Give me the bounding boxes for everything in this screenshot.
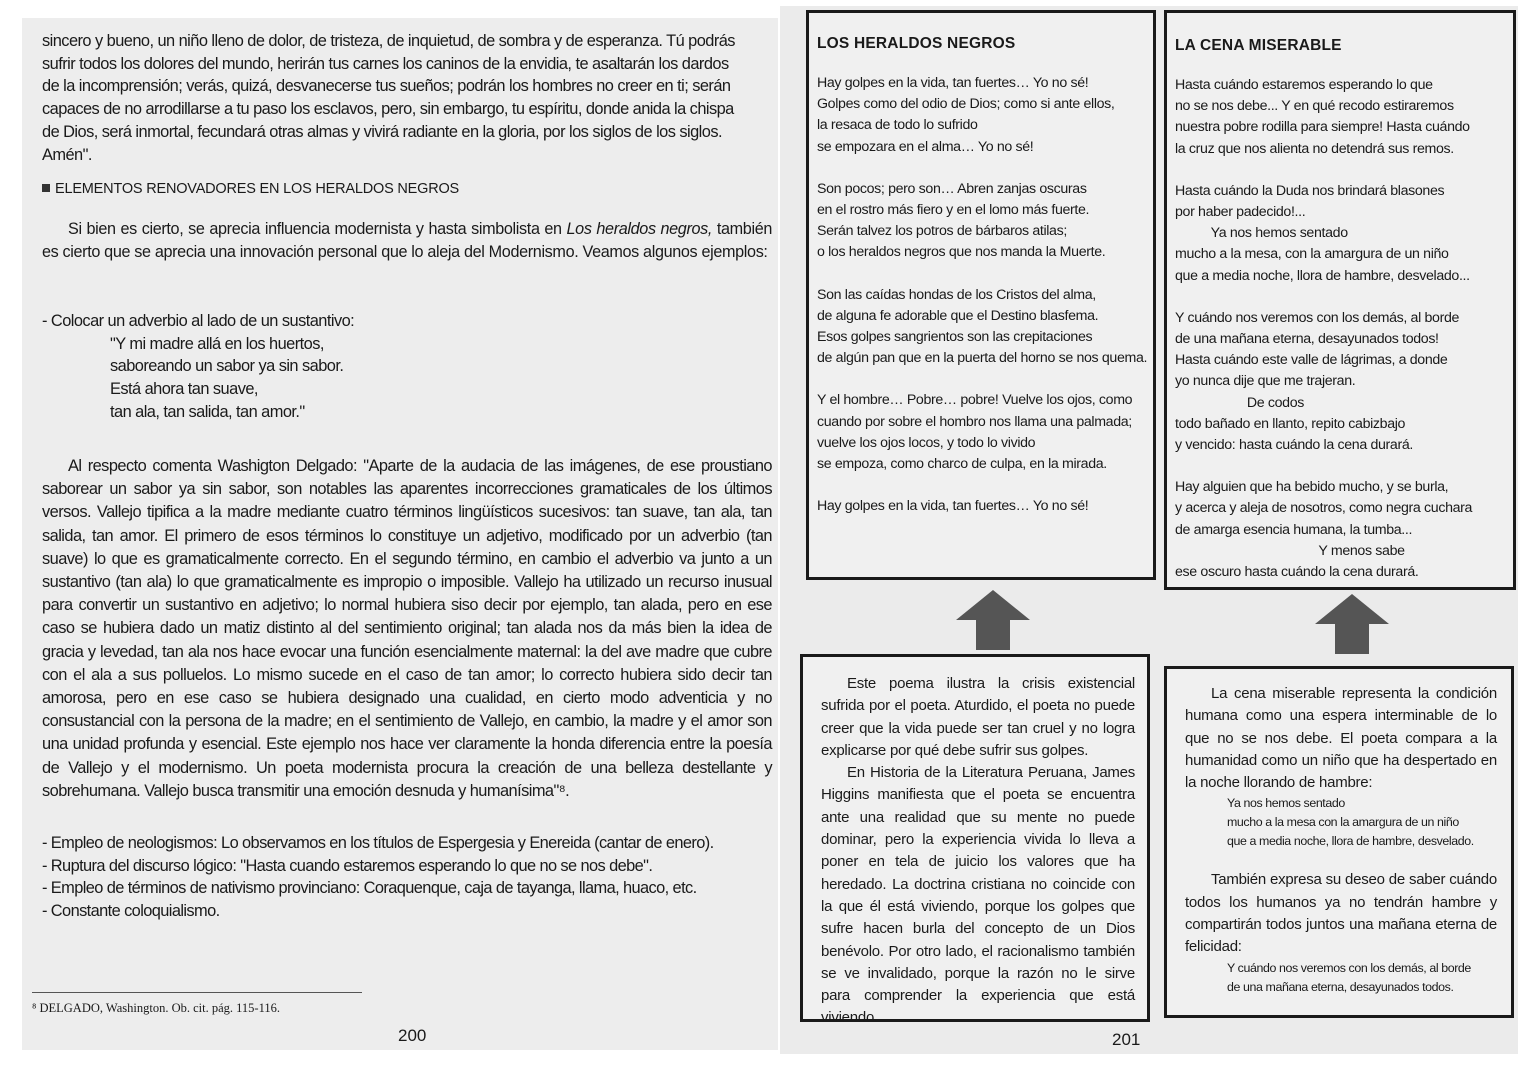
example-label: - Colocar un adverbio al lado de un sustantivo: (42, 312, 355, 330)
paragraph-text: Si bien es cierto, se aprecia influencia modernista y hasta simbolista en (68, 220, 567, 238)
text-line: de la incomprensión; verás, quizá, desvanecerse tus sueños; podrán los hombres no creer en ti; serán (42, 77, 731, 96)
stanza (817, 390, 1153, 475)
text-line: Amén". (42, 145, 92, 164)
paragraph-1 (42, 218, 772, 263)
poem-line: Golpes como del odio de Dios; como si ante ellos, (817, 96, 1115, 113)
stanza (817, 285, 1153, 370)
poem-line: yo nunca dije que me trajeran. (1175, 373, 1356, 390)
footnote: ⁸ DELGADO, Washington. Ob. cit. pág. 115-116. (32, 1001, 280, 1015)
paragraph-text: también es cierto que se aprecia una innovación personal que lo aleja del Modernismo. Veamos algunos ejemplos: (42, 220, 772, 261)
poem-body (817, 73, 1153, 517)
poem-body (1175, 75, 1513, 583)
poem-line: nuestra pobre rodilla para siempre! Hasta cuándo (1175, 119, 1470, 136)
commentary-box-2 (1164, 666, 1514, 1018)
poem-box-los-heraldos-negros (806, 10, 1156, 580)
poem-line: no se nos debe... Y en qué recodo estiraremos (1175, 98, 1454, 115)
poem-line: Y cuándo nos veremos con los demás, al borde (1175, 309, 1460, 326)
poem-line: Hasta cuándo la Duda nos brindará blasones (1175, 182, 1445, 199)
quote-line: de una mañana eterna, desayunados todos. (1227, 979, 1454, 994)
quote-line: Y cuándo nos veremos con los demás, al borde (1227, 960, 1471, 975)
page-200 (22, 18, 778, 1050)
poem-line: Hasta cuándo estaremos esperando lo que (1175, 77, 1433, 93)
poem-line: Serán talvez los potros de bárbaros atilas; (817, 223, 1067, 240)
arrow-up-icon (1315, 594, 1389, 654)
commentary-paragraph: En Historia de la Literatura Peruana, James Higgins manifiesta que el poeta se encuentra ante una realidad que su mente no puede dominar, pero la experiencia vivida lo lleva a poner en tela de juicio los valores que ha heredado. La doctrina cristiana no coincide con la que él está viviendo, porque los golpes que sufre hacen burla del concepto de un Dios benévolo. Por otro lado, el racionalismo también se ve invalidado, porque la razón no le sirve para comprender la experiencia que está viviendo. (821, 764, 1135, 1027)
commentary-text (821, 673, 1135, 1030)
arrow-up-icon (956, 590, 1030, 650)
poem-line: se empoza, como charco de culpa, en la mirada. (817, 456, 1107, 473)
bullet-item: - Constante coloquialismo. (42, 901, 220, 920)
quote-paragraph: Al respecto comenta Washigton Delgado: "Aparte de la audacia de las imágenes, de ese proustiano saborear un sabor ya sin sabor, son notables las aparentes incorrecciones gramaticales de los últimos versos. Vallejo tipifica a la madre mediante cuatro términos lingüísticos sucesivos: tan suave, tan ala, tan salida, tan amor. El primero de esos términos lo constituye un adjetivo, modificado por un adverbio (tan suave) lo que es gramaticalmente correcto. En el segundo término, en cambio el adverbio va junto a un sustantivo (tan ala) lo que gramaticalmente es impropio o imposible. Vallejo ha utilizado un recurso inusual para convertir un sustantivo en adjetivo; lo normal hubiera siso decir por ejemplo, tan alada, pero en ese caso se hubiera dado un matiz distinto al del sentimiento original; tan alada nos da más bien la idea de gracia y levedad, tan ala nos hace evocar una función esencialmente maternal: la del ave madre que cubre con el ala a sus polluelos. Lo mismo sucede en el caso de tan amor; lo correcto hubiera sido decir tan amorosa, pero en ese caso se hubiera designado una cualidad, en cierto modo adventicia y no consustancial con la persona de la madre; en el sentimiento de Vallejo, en cambio, la madre y el amor son una unidad profunda y esencial. Este ejemplo nos hace ver claramente la honda diferencia entre la poesía de Vallejo y el modernismo. Un poeta modernista procura la creación de una belleza destellante y sobrehumana. Vallejo busca transmitir una emoción desnuda y humanísima"⁸. (42, 457, 772, 800)
stanza (817, 73, 1153, 158)
poem-line: por haber padecido!... (1175, 204, 1306, 221)
stanza (1175, 181, 1513, 287)
text-line: sincero y bueno, un niño lleno de dolor, de tristeza, de inquietud, de sombra y de esperanza. Tú podrás (42, 32, 735, 50)
bullet-list (42, 832, 772, 922)
quote-line: mucho a la mesa con la amargura de un niño (1227, 815, 1459, 830)
poem-line: Y el hombre… Pobre… pobre! Vuelve los ojos, como (817, 392, 1133, 409)
poem-line: Hay golpes en la vida, tan fuertes… Yo no sé! (817, 498, 1089, 515)
poem-line: la resaca de todo lo sufrido (817, 117, 978, 134)
delgado-paragraph (42, 455, 772, 803)
quote-line: que a media noche, llora de hambre, desvelado. (1227, 834, 1474, 849)
verse-line: saboreando un sabor ya sin sabor. (110, 357, 344, 376)
intro-paragraph (42, 30, 772, 166)
book-title-italic: Los heraldos negros, (566, 220, 713, 238)
text-line: de Dios, será inmortal, fecundará otras almas y vivirá radiante en la gloria, por los siglos de los siglos. (42, 122, 722, 141)
poem-title: LA CENA MISERABLE (1175, 37, 1342, 54)
section-heading (42, 181, 459, 197)
poem-line: de amarga esencia humana, la tumba... (1175, 521, 1413, 538)
quote-line: Ya nos hemos sentado (1227, 796, 1345, 811)
verse-line: tan ala, tan salida, tan amor." (110, 402, 305, 421)
poem-line: Son las caídas hondas de los Cristos del alma, (817, 286, 1096, 303)
poem-line: de una mañana eterna, desayunados todos! (1175, 331, 1439, 348)
bullet-item: - Empleo de neologismos: Lo observamos en los títulos de Espergesia y Enereida (cantar de enero). (42, 834, 714, 852)
section-heading-text: ELEMENTOS RENOVADORES EN LOS HERALDOS NEGROS (55, 181, 460, 197)
commentary-paragraph: También expresa su deseo de saber cuándo todos los humanos ya no tendrán hambre y compartirán todos juntos una mañana eterna de felicidad: (1185, 871, 1497, 956)
example-block (42, 310, 772, 424)
poem-line: Y menos sabe (1175, 542, 1405, 559)
poem-line: Ya nos hemos sentado (1175, 225, 1348, 242)
commentary-text (1185, 683, 1497, 997)
page-number: 200 (398, 1026, 427, 1045)
commentary-paragraph: La cena miserable representa la condición humana como una espera interminable de lo que no se nos debe. El poeta compara a la humanidad como un niño que ha despertado en la noche llorando de hambre: (1185, 685, 1497, 792)
quote-block (1185, 794, 1497, 851)
poem-title: LOS HERALDOS NEGROS (817, 35, 1016, 52)
poem-line: Hay alguien que ha bebido mucho, y se burla, (1175, 479, 1449, 496)
poem-line: vuelve los ojos locos, y todo lo vivido (817, 434, 1036, 451)
poem-line: cuando por sobre el hombro nos llama una palmada; (817, 413, 1132, 430)
bullet-item: - Empleo de términos de nativismo provinciano: Coraquenque, caja de tayanga, llama, huaco, etc. (42, 879, 697, 898)
poem-line: De codos (1175, 394, 1304, 411)
poem-line: y vencido: hasta cuándo la cena durará. (1175, 437, 1413, 454)
poem-line: o los heraldos negros que nos manda la Muerte. (817, 244, 1106, 261)
stanza (817, 179, 1153, 264)
footnote-divider (32, 992, 362, 993)
commentary-paragraph: Este poema ilustra la crisis existencial sufrida por el poeta. Aturdido, el poeta no puede creer que la vida puede ser tan cruel y no logra explicarse por qué debe sufrir sus golpes. (821, 675, 1135, 759)
square-bullet-icon (42, 184, 50, 192)
poem-line: Esos golpes sangrientos son las crepitaciones (817, 329, 1093, 346)
poem-line: en el rostro más fiero y en el lomo más fuerte. (817, 202, 1090, 219)
poem-box-la-cena-miserable (1164, 10, 1516, 590)
poem-line: mucho a la mesa, con la amargura de un niño (1175, 246, 1449, 263)
poem-line: todo bañado en llanto, repito cabizbajo (1175, 415, 1406, 432)
verse-line: "Y mi madre allá en los huertos, (110, 334, 324, 353)
stanza (1175, 75, 1513, 160)
poem-line: se empozara en el alma… Yo no sé! (817, 138, 1034, 155)
page-number: 201 (1112, 1030, 1141, 1049)
page-201 (780, 6, 1518, 1054)
commentary-box-1 (800, 654, 1150, 1027)
poem-line: la cruz que nos alienta no detendrá sus remos. (1175, 140, 1454, 157)
poem-line: que a media noche, llora de hambre, desvelado... (1175, 267, 1470, 284)
poem-line: Son pocos; pero son… Abren zanjas oscuras (817, 180, 1087, 197)
quote-block (1185, 959, 1497, 997)
poem-line: de algún pan que en la puerta del horno se nos quema. (817, 350, 1148, 367)
poem-line: Hay golpes en la vida, tan fuertes… Yo no sé! (817, 75, 1089, 91)
poem-line: y acerca y aleja de nosotros, como negra cuchara (1175, 500, 1473, 517)
verse-line: Está ahora tan suave, (110, 380, 258, 399)
poem-line: ese oscuro hasta cuándo la cena durará. (1175, 564, 1419, 581)
poem-line: de alguna fe adorable que el Destino blasfema. (817, 307, 1099, 324)
poem-line: Hasta cuándo este valle de lágrimas, a donde (1175, 352, 1448, 369)
text-line: sufrir todos los dolores del mundo, herirán tus carnes los caninos de la envidia, te asaltarán los dardos (42, 54, 729, 73)
stanza (1175, 477, 1513, 583)
bullet-item: - Ruptura del discurso lógico: "Hasta cuando estaremos esperando lo que no se nos debe". (42, 856, 653, 875)
stanza (1175, 308, 1513, 456)
text-line: capaces de no arrodillarse a tu paso los esclavos, pero, sin embargo, tu espíritu, donde anida la chispa (42, 100, 734, 119)
stanza (817, 496, 1153, 517)
